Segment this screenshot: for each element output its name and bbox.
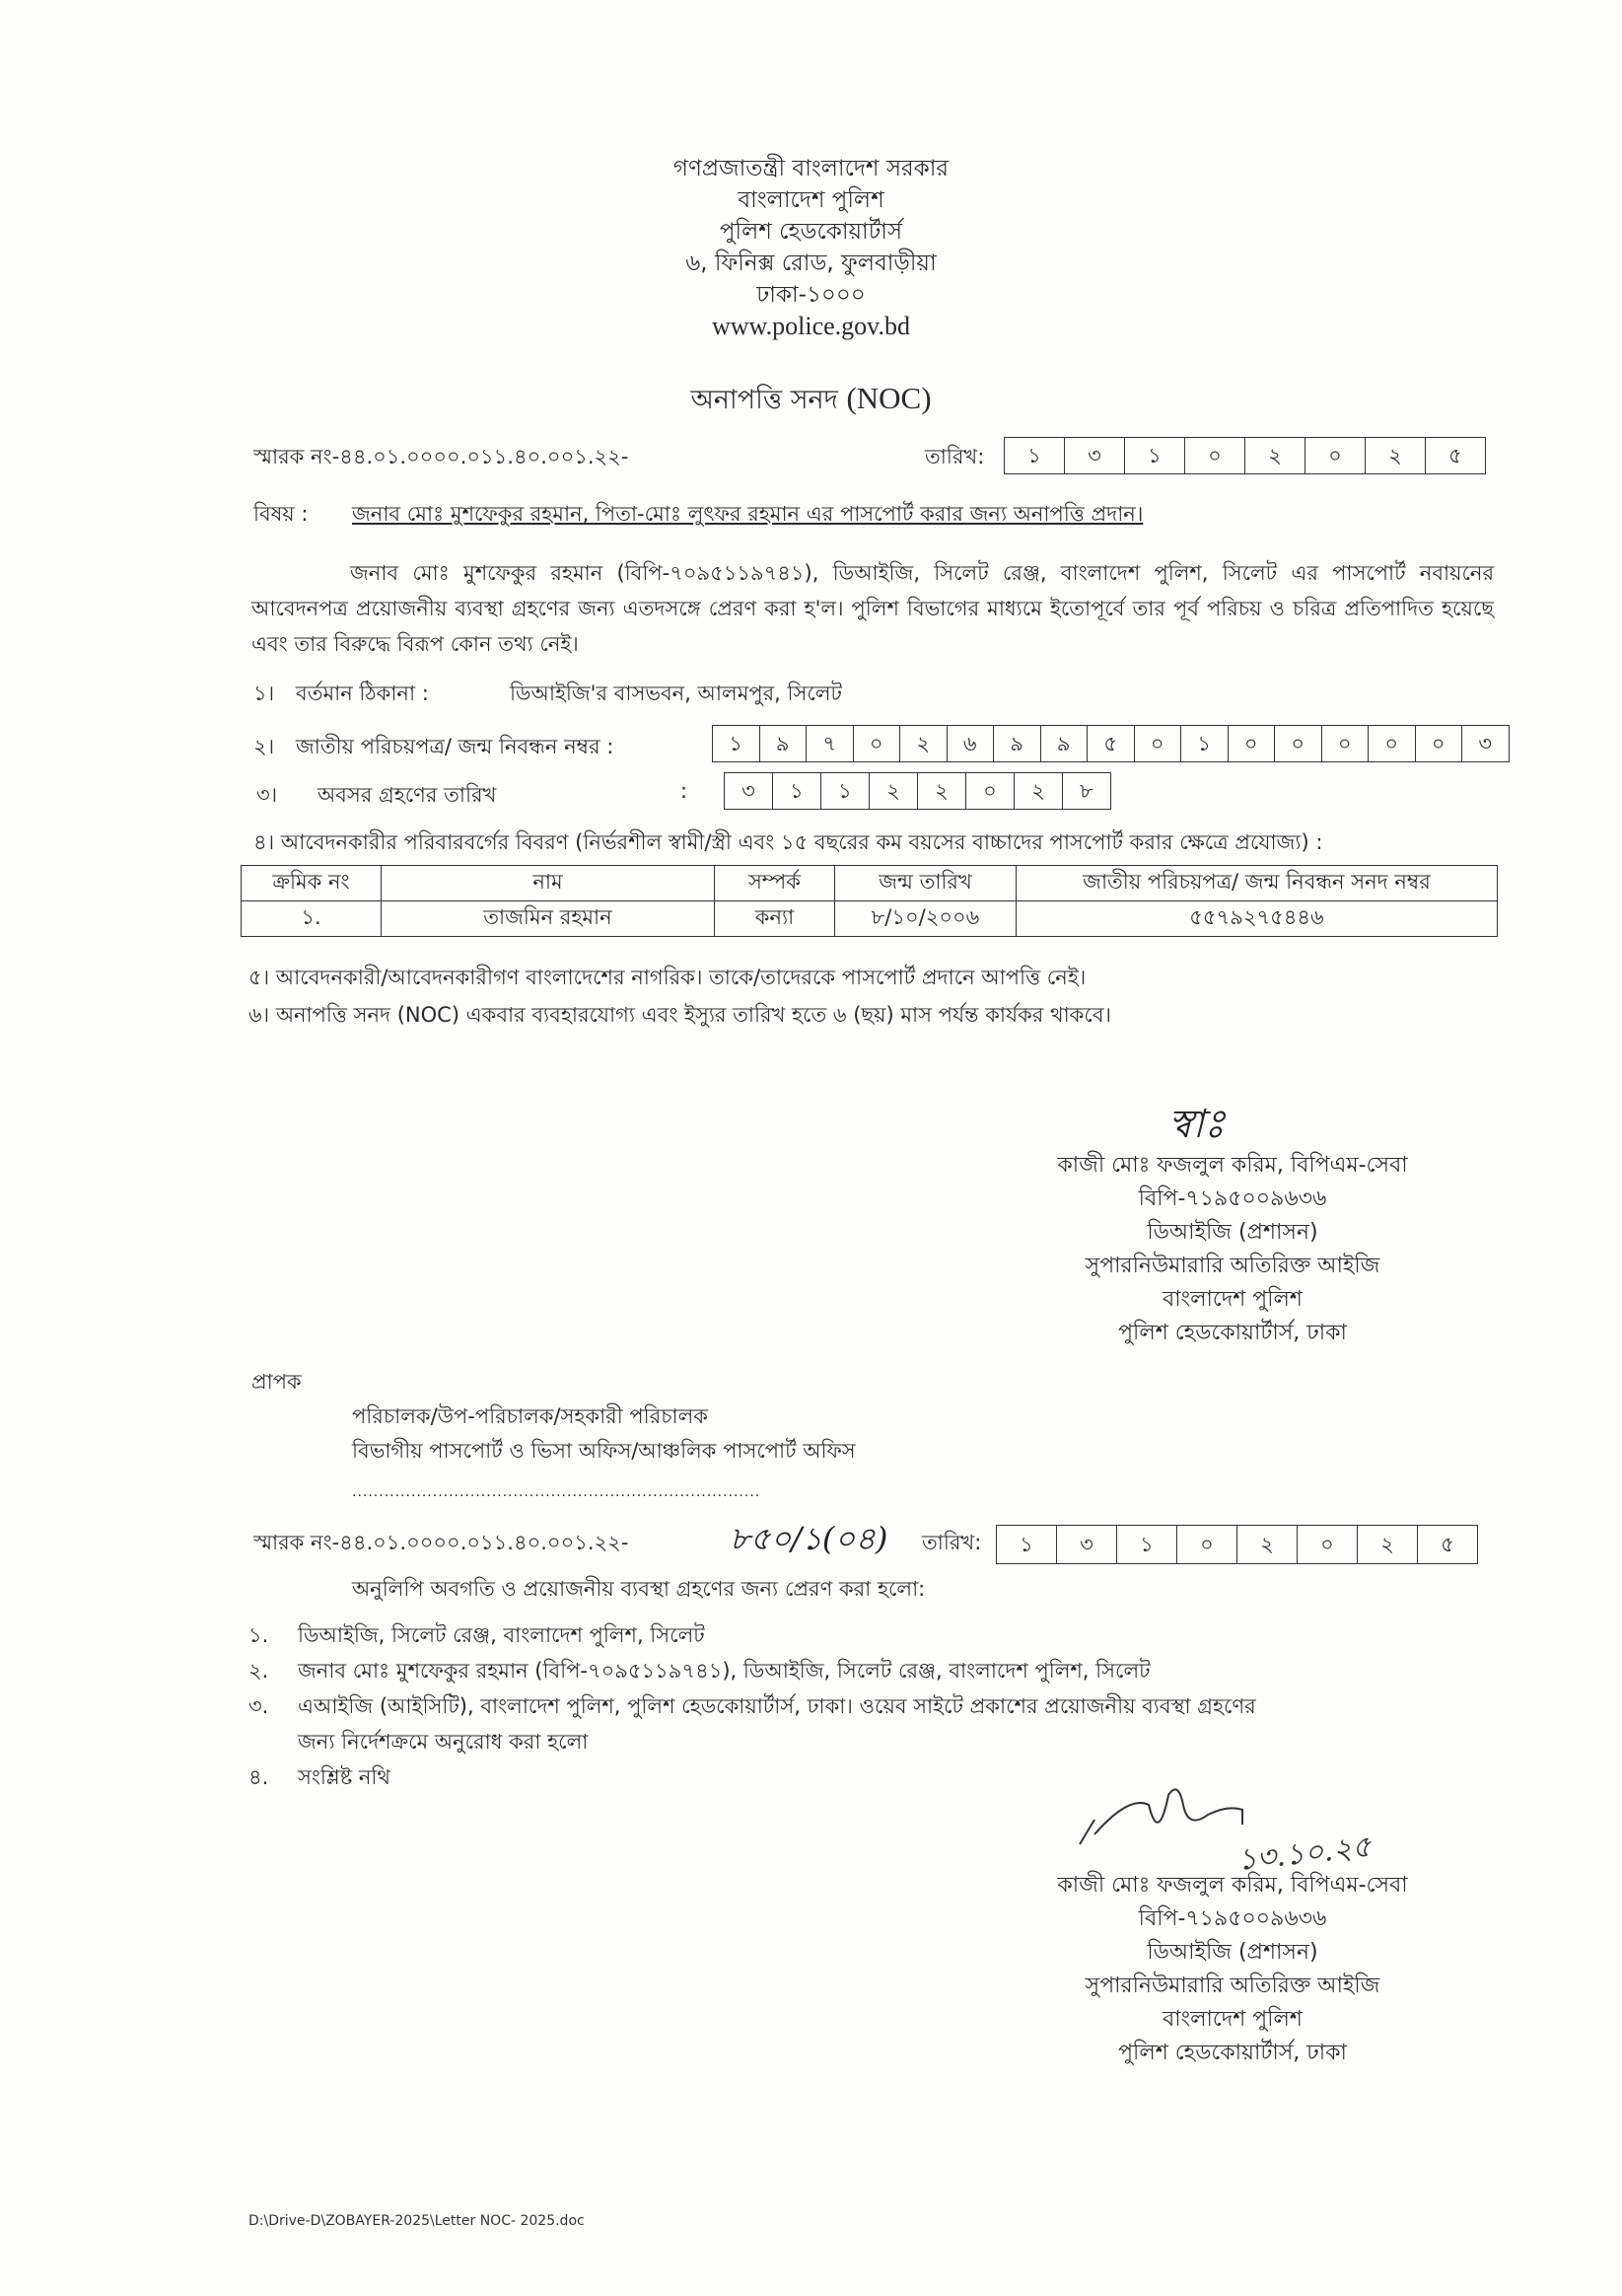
table-cell: ৫৫৭৯২৭৫৪৪৬: [1017, 901, 1498, 937]
memo-date-digit: ২: [1245, 438, 1305, 473]
copy-item-text: ডিআইজি, সিলেট রেঞ্জ, বাংলাদেশ পুলিশ, সিলেট: [298, 1623, 705, 1647]
item-nid-number: ২।: [253, 735, 275, 758]
copy-item-number: ১.: [248, 1623, 269, 1647]
memo-date-digit: ৫: [1448, 444, 1462, 467]
table-cell: ১.: [242, 901, 382, 937]
memo2-date-label: তারিখ:: [922, 1531, 982, 1554]
signatory-1-name: কাজী মোঃ ফজলুল করিম, বিপিএম-সেবা: [1057, 1153, 1408, 1178]
signatory-block-2: [1006, 1869, 1459, 2070]
header-website: www.police.gov.bd: [712, 312, 910, 340]
copy-item-continuation: জন্য নির্দেশক্রমে অনুরোধ করা হলো: [298, 1730, 589, 1754]
memo2-date-digit: ০: [1298, 1526, 1358, 1563]
table-cell: তাজমিন রহমান: [382, 901, 715, 937]
memo-date-digit: ৩: [1065, 438, 1125, 473]
footer-file-path: D:\Drive-D\ZOBAYER-2025\Letter NOC- 2025.doc: [248, 2213, 585, 2229]
signatory-2-office: পুলিশ হেডকোয়ার্টার্স, ঢাকা: [1118, 2041, 1347, 2065]
retirement-date-digit: ৮: [1080, 779, 1093, 803]
header-line-address: ৬, ফিনিক্স রোড, ফুলবাড়ীয়া: [685, 251, 937, 276]
retirement-date-digit: ২: [870, 773, 918, 809]
item-retirement-label: অবসর গ্রহণের তারিখ: [317, 783, 497, 807]
nid-digit: ০: [1135, 726, 1182, 761]
nid-digit: ০: [1229, 726, 1276, 761]
copy-list-item: [248, 1653, 1256, 1688]
nid-digit: ৯: [760, 726, 808, 761]
header-line-hq: পুলিশ হেডকোয়ার্টার্স: [719, 219, 903, 245]
signatory-2-org: বাংলাদেশ পুলিশ: [1163, 2007, 1303, 2032]
item-family-label: [253, 826, 1322, 861]
item-family-text: আবেদনকারীর পরিবারবর্গের বিবরণ (নির্ভরশীল স্বামী/স্ত্রী এবং ১৫ বছরের কম বয়সের বাচ্চাদের পাসপোর্ট করার ক্ষেত্রে প্রযোজ্য) :: [280, 830, 1323, 854]
table-header-cell: জন্ম তারিখ: [835, 866, 1017, 901]
signature-1-text: স্বাঃ: [1168, 1102, 1226, 1147]
retirement-date-boxes: [724, 772, 1111, 810]
memo2-date-digit: ২: [1358, 1526, 1418, 1563]
table-cell: কন্যা: [715, 901, 835, 937]
memo-date-boxes: [1004, 437, 1486, 474]
retirement-date-digit: ০: [966, 773, 1015, 809]
memo2-date-digit: ১: [997, 1526, 1057, 1563]
signatory-1-rank: সুপারনিউমারারি অতিরিক্ত আইজি: [1085, 1254, 1380, 1278]
copy-item-text: সংশ্লিষ্ট নথি: [298, 1765, 391, 1789]
copies-list: [248, 1617, 1256, 1795]
retirement-date-digit: ২: [1015, 773, 1063, 809]
signatory-1-bp-number: বিপি-৭১৯৫০০৯৬৩৬: [1138, 1186, 1327, 1211]
item-address-label: বর্তমান ঠিকানা :: [296, 682, 429, 705]
item-address-value: ডিআইজি'র বাসভবন, আলমপুর, সিলেট: [510, 682, 842, 705]
body-paragraph: [251, 555, 1494, 662]
memo2-date-boxes: [996, 1525, 1478, 1564]
title-bengali: অনাপত্তি সনদ: [690, 385, 838, 415]
retirement-date-digit: ১: [773, 773, 821, 809]
item-citizenship: ৫। আবেদনকারী/আবেদনকারীগণ বাংলাদেশের নাগরিক। তাকে/তাদেরকে পাসপোর্ট প্রদানে আপত্তি নেই।: [248, 966, 1087, 989]
memo-date-digit: ০: [1305, 438, 1366, 473]
memo2-handwritten-number: ৮৫০/১(০৪): [730, 1520, 888, 1557]
memo-number: স্মারক নং-৪৪.০১.০০০০.০১১.৪০.০০১.২২-: [253, 445, 629, 468]
header-line-police: বাংলাদেশ পুলিশ: [738, 187, 884, 213]
retirement-date-digit: ২: [918, 773, 966, 809]
memo-date-digit: ১: [1125, 438, 1185, 473]
nid-digit: ০: [1275, 726, 1322, 761]
copy-item-text: জনাব মোঃ মুশফেকুর রহমান (বিপি-৭০৯৫১১৯৭৪১), ডিআইজি, সিলেট রেঞ্জ, বাংলাদেশ পুলিশ, সিলেট: [298, 1659, 1151, 1683]
copy-item-number: ২.: [248, 1659, 269, 1683]
signatory-1-org: বাংলাদেশ পুলিশ: [1163, 1287, 1303, 1312]
table-cell: ৮/১০/২০০৬: [835, 901, 1017, 937]
memo-date-digit: ০: [1185, 438, 1245, 473]
copy-item-number: ৪.: [248, 1765, 269, 1789]
item-family-number: ৪।: [253, 830, 275, 854]
signatory-1-designation: ডিআইজি (প্রশাসন): [1147, 1220, 1318, 1245]
nid-digit: ৬: [948, 726, 995, 761]
nid-digit: ৯: [1041, 726, 1089, 761]
nid-digit: ১: [1181, 726, 1229, 761]
nid-digit: ০: [1416, 726, 1463, 761]
nid-digit: ৭: [807, 726, 854, 761]
copy-item-text: এআইজি (আইসিটি), বাংলাদেশ পুলিশ, পুলিশ হেডকোয়ার্টার্স, ঢাকা। ওয়েব সাইটে প্রকাশের প্রয়োজনীয় ব্যবস্থা গ্রহণের জন্য নির্দেশক্রমে অনুরোধ করা হলো: [298, 1694, 1256, 1754]
signatory-2-designation: ডিআইজি (প্রশাসন): [1147, 1940, 1318, 1965]
nid-digit: ২: [900, 726, 948, 761]
header-line-city: ঢাকা-১০০০: [756, 282, 866, 308]
item-address-number: ১।: [253, 682, 275, 705]
item-retirement-colon: :: [680, 779, 688, 803]
signatory-2-bp-number: বিপি-৭১৯৫০০৯৬৩৬: [1138, 1906, 1327, 1931]
item-retirement-number: ৩।: [256, 783, 278, 807]
item-nid-label: জাতীয় পরিচয়পত্র/ জন্ম নিবন্ধন নম্বর :: [296, 735, 614, 758]
nid-digit: ০: [854, 726, 901, 761]
signatory-2-name: কাজী মোঃ ফজলুল করিম, বিপিএম-সেবা: [1057, 1873, 1408, 1898]
signature-2-date: ১৩.১০.২৫: [1235, 1829, 1374, 1879]
letterhead: [0, 153, 1622, 342]
subject-text: জনাব মোঃ মুশফেকুর রহমান, পিতা-মোঃ লুৎফর রহমান এর পাসপোর্ট করার জন্য অনাপত্তি প্রদান।: [352, 502, 1144, 526]
recipient-dotted-line: ............................................................................: [352, 1484, 761, 1500]
memo-date-digit: ১: [1005, 438, 1065, 473]
copies-intro: অনুলিপি অবগতি ও প্রয়োজনীয় ব্যবস্থা গ্রহণের জন্য প্রেরণ করা হলো:: [352, 1577, 926, 1601]
copy-list-item: [248, 1617, 1256, 1653]
table-header-cell: ক্রমিক নং: [242, 866, 382, 901]
nid-digit: ০: [1322, 726, 1370, 761]
memo2-date-digit: ১: [1117, 1526, 1177, 1563]
memo-date-digit: ২: [1366, 438, 1426, 473]
document-title: [0, 380, 1622, 424]
memo-date-label: তারিখ:: [925, 445, 985, 468]
nid-digit-boxes: [712, 725, 1510, 762]
memo2-date-digit: ০: [1177, 1526, 1237, 1563]
recipient-label: প্রাপক: [251, 1370, 302, 1394]
body-paragraph-text: জনাব মোঃ মুশফেকুর রহমান (বিপি-৭০৯৫১১৯৭৪১), ডিআইজি, সিলেট রেঞ্জ, বাংলাদেশ পুলিশ, সিলেট এর পাসপোর্ট নবায়নের আবেদনপত্র প্রয়োজনীয় ব্যবস্থা গ্রহণের জন্য এতদসঙ্গে প্রেরণ করা হ'ল। পুলিশ বিভাগের মাধ্যমে ইতোপূর্বে তার পূর্ব পরিচয় ও চরিত্র প্রতিপাদিত হয়েছে এবং তার বিরুদ্ধে বিরূপ কোন তথ্য নেই।: [251, 561, 1494, 656]
nid-digit: ৯: [994, 726, 1041, 761]
nid-digit: ৩: [1478, 732, 1493, 755]
copy-item-number: ৩.: [248, 1694, 269, 1718]
table-header-cell: নাম: [382, 866, 715, 901]
recipient-line-2: বিভাগীয় পাসপোর্ট ও ভিসা অফিস/আঞ্চলিক পাসপোর্ট অফিস: [352, 1439, 856, 1463]
nid-digit: ৫: [1088, 726, 1135, 761]
table-header-cell: সম্পর্ক: [715, 866, 835, 901]
signatory-2-rank: সুপারনিউমারারি অতিরিক্ত আইজি: [1085, 1973, 1380, 1998]
table-header-row: [242, 866, 1498, 901]
signatory-block-1: [1006, 1149, 1459, 1350]
memo2-date-digit: ২: [1237, 1526, 1298, 1563]
recipient-line-1: পরিচালক/উপ-পরিচালক/সহকারী পরিচালক: [352, 1404, 708, 1428]
table-row: [242, 901, 1498, 937]
memo2-date-digit: ৩: [1057, 1526, 1117, 1563]
copy-list-item: [248, 1688, 1256, 1759]
nid-digit: ১: [713, 726, 760, 761]
signatory-1-office: পুলিশ হেডকোয়ার্টার্স, ঢাকা: [1118, 1321, 1347, 1345]
title-english: (NOC): [846, 381, 932, 415]
nid-digit: ০: [1369, 726, 1416, 761]
family-table: [241, 865, 1498, 937]
retirement-date-digit: ১: [821, 773, 870, 809]
memo2-number: স্মারক নং-৪৪.০১.০০০০.০১১.৪০.০০১.২২-: [253, 1531, 629, 1554]
item-validity: ৬। অনাপত্তি সনদ (NOC) একবার ব্যবহারযোগ্য এবং ইস্যুর তারিখ হতে ৬ (ছয়) মাস পর্যন্ত কার্যকর থাকবে।: [248, 1003, 1112, 1027]
header-line-government: গণপ্রজাতন্ত্রী বাংলাদেশ সরকার: [672, 156, 950, 181]
memo2-date-digit: ৫: [1441, 1533, 1454, 1556]
subject-label: বিষয় :: [253, 502, 309, 526]
retirement-date-digit: ৩: [725, 773, 773, 809]
table-header-cell: জাতীয় পরিচয়পত্র/ জন্ম নিবন্ধন সনদ নম্বর: [1017, 866, 1498, 901]
